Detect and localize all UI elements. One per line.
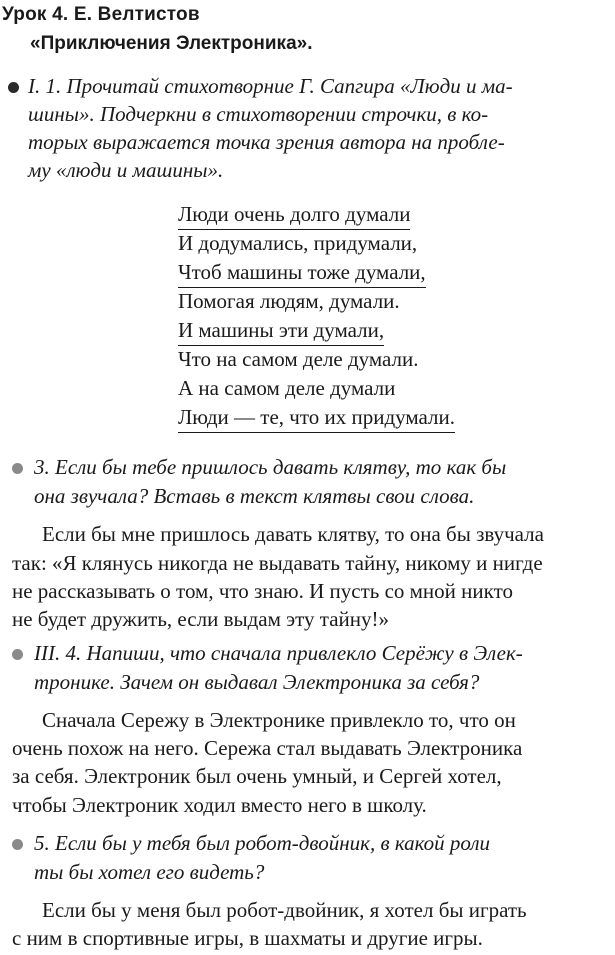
poem-line-5: И машины эти думали, xyxy=(178,316,384,346)
poem-line-3: Чтоб машины тоже думали, xyxy=(178,258,426,288)
bullet-icon xyxy=(12,649,23,660)
poem-line-7: А на самом деле думали xyxy=(178,376,396,400)
answer-3-line-4: не будет дружить, если выдам эту тайну!» xyxy=(12,607,390,631)
poem xyxy=(178,200,455,432)
lesson-title: Урок 4. Е. Велтистов xyxy=(2,4,200,25)
task-3-line-2: она звучала? Вставь в текст клятвы свои слова. xyxy=(34,484,475,508)
answer-5-line-1: Если бы у меня был робот-двойник, я хотел бы играть xyxy=(42,898,527,922)
answer-3-line-2: так: «Я клянусь никогда не выдавать тайну, никому и нигде xyxy=(12,551,543,575)
answer-3-line-1: Если бы мне пришлось давать клятву, то она бы звучала xyxy=(42,522,544,546)
answer-4-line-1: Сначала Сережу в Электронике привлекло то, что он xyxy=(42,708,516,732)
answer-4-line-2: очень похож на него. Сережа стал выдавать Электроника xyxy=(12,736,523,760)
poem-line-1: Люди очень долго думали xyxy=(178,200,410,230)
answer-5-line-2: с ним в спортивные игры, в шахматы и другие игры. xyxy=(12,926,483,950)
bullet-icon xyxy=(8,82,19,93)
task-3-line-1: 3. Если бы тебе пришлось давать клятву, то как бы xyxy=(34,455,507,479)
task-5-line-2: ты бы хотел его видеть? xyxy=(34,860,265,884)
answer-4-line-4: чтобы Электроник ходил вместо него в школу. xyxy=(12,793,427,817)
task-4-line-1: III. 4. Напиши, что сначала привлекло Серёжу в Элек- xyxy=(34,641,523,665)
task-1-line-4: му «люди и машины». xyxy=(28,158,224,182)
task-1-line-2: шины». Подчеркни в стихотворении строчки, в ко- xyxy=(28,102,489,126)
bullet-icon xyxy=(12,839,23,850)
lesson-subtitle: «Приключения Электроника». xyxy=(30,33,313,54)
task-1-line-3: торых выражается точка зрения автора на пробле- xyxy=(28,130,505,154)
poem-line-6: Что на самом деле думали. xyxy=(178,347,419,371)
poem-line-2: И додумались, придумали, xyxy=(178,231,418,255)
task-1-line-1: I. 1. Прочитай стихотворние Г. Сапгира «Люди и ма- xyxy=(28,74,513,98)
task-5-line-1: 5. Если бы у тебя был робот-двойник, в какой роли xyxy=(34,831,491,855)
poem-line-8: Люди — те, что их придумали. xyxy=(178,403,455,433)
answer-3-line-3: не рассказывать о том, что знаю. И пусть со мной никто xyxy=(12,579,513,603)
bullet-icon xyxy=(12,463,23,474)
poem-line-4: Помогая людям, думали. xyxy=(178,289,400,313)
answer-4-line-3: за себя. Электроник был очень умный, и Сергей хотел, xyxy=(12,764,502,788)
task-4-line-2: тронике. Зачем он выдавал Электроника за себя? xyxy=(34,670,480,694)
